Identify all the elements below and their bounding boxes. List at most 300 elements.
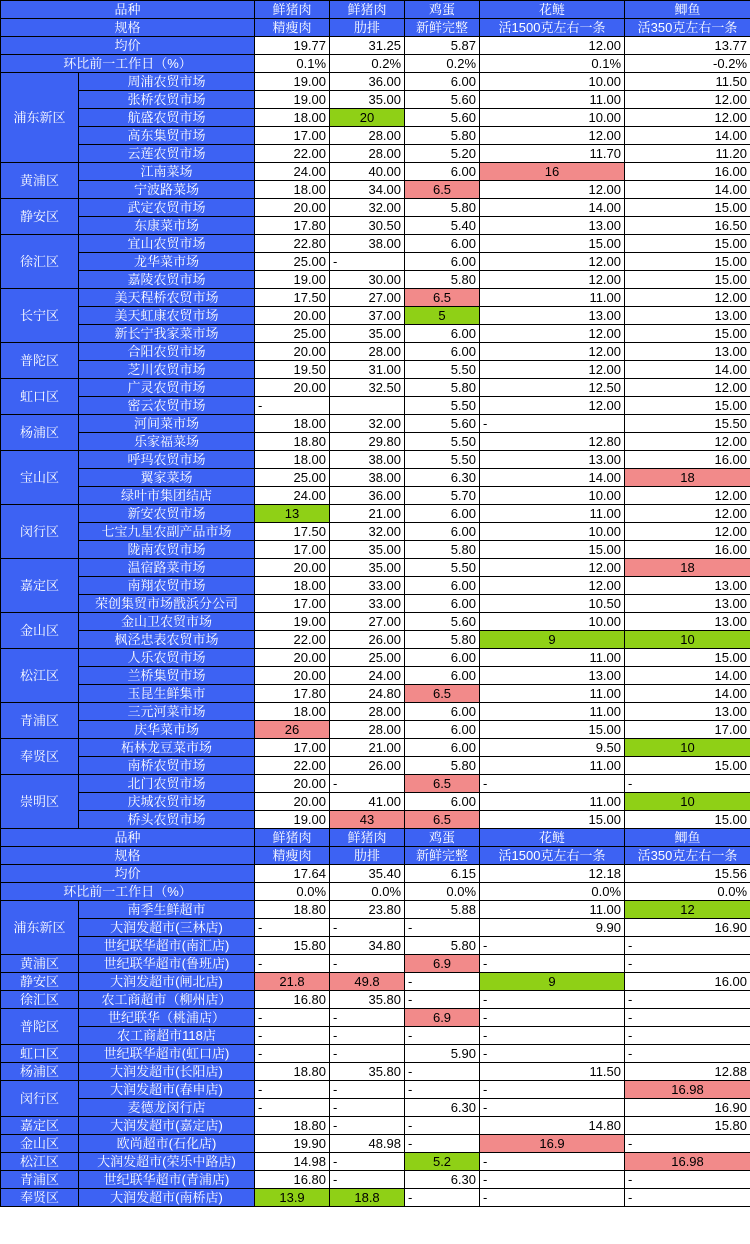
price-cell: 10.00 bbox=[480, 613, 625, 631]
summary-value: 0.0% bbox=[330, 883, 405, 901]
price-cell: 6.30 bbox=[405, 1171, 480, 1189]
price-cell: 20.00 bbox=[255, 379, 330, 397]
table-row bbox=[1, 721, 750, 739]
spec-header-label: 规格 bbox=[1, 847, 255, 865]
market-name: 荣创集贸市场戬浜分公司 bbox=[79, 595, 255, 613]
price-cell: 28.00 bbox=[330, 703, 405, 721]
highlighted-price-cell: 6.5 bbox=[405, 775, 480, 793]
spec-name: 活350克左右一条 bbox=[625, 847, 750, 865]
district-name: 闵行区 bbox=[1, 1081, 79, 1117]
price-cell: 17.80 bbox=[255, 217, 330, 235]
district-name: 黄浦区 bbox=[1, 955, 79, 973]
price-cell: 5.80 bbox=[405, 199, 480, 217]
price-cell: - bbox=[480, 1189, 625, 1207]
price-cell: 13.00 bbox=[480, 667, 625, 685]
table-row bbox=[1, 1153, 750, 1171]
market-name: 金山卫农贸市场 bbox=[79, 613, 255, 631]
price-cell: 13.00 bbox=[625, 613, 750, 631]
price-cell: 14.00 bbox=[625, 127, 750, 145]
price-cell: 12.00 bbox=[480, 181, 625, 199]
summary-value: 35.40 bbox=[330, 865, 405, 883]
market-name: 大润发超市(闸北店) bbox=[79, 973, 255, 991]
price-cell: 11.70 bbox=[480, 145, 625, 163]
market-name: 温宿路菜市场 bbox=[79, 559, 255, 577]
price-cell: 15.00 bbox=[625, 199, 750, 217]
average-price-row bbox=[1, 865, 750, 883]
price-cell bbox=[330, 397, 405, 415]
table-row bbox=[1, 793, 750, 811]
summary-value: -0.2% bbox=[625, 55, 750, 73]
market-name: 嘉陵农贸市场 bbox=[79, 271, 255, 289]
spec-name: 活350克左右一条 bbox=[625, 19, 750, 37]
market-name: 兰桥集贸市场 bbox=[79, 667, 255, 685]
market-name: 大润发超市(春申店) bbox=[79, 1081, 255, 1099]
price-cell: 25.00 bbox=[255, 253, 330, 271]
table-row bbox=[1, 901, 750, 919]
price-cell: - bbox=[405, 1189, 480, 1207]
highlighted-price-cell: 13.9 bbox=[255, 1189, 330, 1207]
price-cell: 17.80 bbox=[255, 685, 330, 703]
highlighted-price-cell: 6.9 bbox=[405, 1009, 480, 1027]
table-row bbox=[1, 415, 750, 433]
price-cell: 11.50 bbox=[625, 73, 750, 91]
district-name: 长宁区 bbox=[1, 289, 79, 343]
price-cell: 18.80 bbox=[255, 1117, 330, 1135]
table-row bbox=[1, 379, 750, 397]
table-row bbox=[1, 271, 750, 289]
price-cell: 12.00 bbox=[625, 433, 750, 451]
market-name: 南桥农贸市场 bbox=[79, 757, 255, 775]
price-cell: 38.00 bbox=[330, 235, 405, 253]
price-cell: 12.00 bbox=[625, 379, 750, 397]
price-cell: 11.00 bbox=[480, 685, 625, 703]
table-row bbox=[1, 1063, 750, 1081]
price-cell: 19.00 bbox=[255, 91, 330, 109]
price-cell: 30.50 bbox=[330, 217, 405, 235]
price-cell: 19.00 bbox=[255, 811, 330, 829]
market-name: 人乐农贸市场 bbox=[79, 649, 255, 667]
highlighted-price-cell: 21.8 bbox=[255, 973, 330, 991]
price-cell: 25.00 bbox=[255, 325, 330, 343]
price-cell: - bbox=[480, 1009, 625, 1027]
price-cell: 16.00 bbox=[625, 973, 750, 991]
price-cell: 23.80 bbox=[330, 901, 405, 919]
district-name: 静安区 bbox=[1, 973, 79, 991]
table-row bbox=[1, 127, 750, 145]
table-row bbox=[1, 91, 750, 109]
summary-value: 0.0% bbox=[405, 883, 480, 901]
price-cell: 5.70 bbox=[405, 487, 480, 505]
price-cell: - bbox=[405, 919, 480, 937]
price-cell: 6.00 bbox=[405, 703, 480, 721]
price-cell: 19.90 bbox=[255, 1135, 330, 1153]
highlighted-price-cell: 6.9 bbox=[405, 955, 480, 973]
price-cell: 5.80 bbox=[405, 631, 480, 649]
market-name: 南翔农贸市场 bbox=[79, 577, 255, 595]
table-row bbox=[1, 307, 750, 325]
price-cell: 15.80 bbox=[255, 937, 330, 955]
price-cell: 26.00 bbox=[330, 631, 405, 649]
market-name: 新安农贸市场 bbox=[79, 505, 255, 523]
highlighted-price-cell: 6.5 bbox=[405, 685, 480, 703]
market-name: 桥头农贸市场 bbox=[79, 811, 255, 829]
district-name: 杨浦区 bbox=[1, 1063, 79, 1081]
price-cell: - bbox=[405, 1135, 480, 1153]
price-cell: 41.00 bbox=[330, 793, 405, 811]
market-name: 枫泾忠表农贸市场 bbox=[79, 631, 255, 649]
highlighted-price-cell: 16.9 bbox=[480, 1135, 625, 1153]
summary-value: 0.0% bbox=[255, 883, 330, 901]
table-row bbox=[1, 1045, 750, 1063]
summary-value: 0.0% bbox=[480, 883, 625, 901]
price-cell: 12.00 bbox=[480, 361, 625, 379]
price-cell: 9.50 bbox=[480, 739, 625, 757]
price-cell: 35.00 bbox=[330, 559, 405, 577]
price-cell: 6.30 bbox=[405, 1099, 480, 1117]
price-cell: 9.90 bbox=[480, 919, 625, 937]
price-cell: 5.80 bbox=[405, 127, 480, 145]
price-table-body bbox=[1, 1, 750, 1207]
price-cell: 11.00 bbox=[480, 91, 625, 109]
table-row bbox=[1, 451, 750, 469]
table-row bbox=[1, 919, 750, 937]
table-row bbox=[1, 1099, 750, 1117]
summary-value: 17.64 bbox=[255, 865, 330, 883]
price-cell: 14.00 bbox=[625, 685, 750, 703]
market-name: 玉昆生鲜集市 bbox=[79, 685, 255, 703]
price-cell: - bbox=[330, 1009, 405, 1027]
market-name: 河间菜市场 bbox=[79, 415, 255, 433]
highlighted-price-cell: 10 bbox=[625, 793, 750, 811]
price-cell: - bbox=[405, 1117, 480, 1135]
price-cell: - bbox=[255, 1045, 330, 1063]
price-cell: 5.60 bbox=[405, 109, 480, 127]
summary-value: 19.77 bbox=[255, 37, 330, 55]
price-cell: 15.00 bbox=[625, 235, 750, 253]
price-cell: 14.00 bbox=[625, 361, 750, 379]
price-cell: - bbox=[405, 1081, 480, 1099]
price-cell: 33.00 bbox=[330, 577, 405, 595]
price-cell: 14.80 bbox=[480, 1117, 625, 1135]
price-cell: - bbox=[625, 1189, 750, 1207]
district-name: 静安区 bbox=[1, 199, 79, 235]
market-name: 大润发超市(长阳店) bbox=[79, 1063, 255, 1081]
price-cell: 6.00 bbox=[405, 505, 480, 523]
summary-value: 15.56 bbox=[625, 865, 750, 883]
price-cell: 12.00 bbox=[480, 127, 625, 145]
price-cell: 48.98 bbox=[330, 1135, 405, 1153]
summary-value: 0.1% bbox=[480, 55, 625, 73]
price-cell: 13.00 bbox=[480, 217, 625, 235]
price-cell: 38.00 bbox=[330, 451, 405, 469]
highlighted-price-cell: 6.5 bbox=[405, 811, 480, 829]
highlighted-price-cell: 13 bbox=[255, 505, 330, 523]
market-name: 武定农贸市场 bbox=[79, 199, 255, 217]
price-cell: 13.00 bbox=[480, 307, 625, 325]
price-cell: - bbox=[480, 775, 625, 793]
district-name: 奉贤区 bbox=[1, 739, 79, 775]
price-cell: 15.00 bbox=[625, 271, 750, 289]
market-name: 世纪联华超市(青浦店) bbox=[79, 1171, 255, 1189]
price-cell: 15.00 bbox=[625, 325, 750, 343]
market-name: 张桥农贸市场 bbox=[79, 91, 255, 109]
change-rate-row bbox=[1, 883, 750, 901]
price-cell: 31.00 bbox=[330, 361, 405, 379]
price-cell: 22.80 bbox=[255, 235, 330, 253]
price-cell: 10.00 bbox=[480, 109, 625, 127]
highlighted-price-cell: 5 bbox=[405, 307, 480, 325]
price-cell: 15.00 bbox=[625, 649, 750, 667]
price-cell: 13.00 bbox=[625, 307, 750, 325]
highlighted-price-cell: 16.98 bbox=[625, 1081, 750, 1099]
product-name: 鲜猪肉 bbox=[255, 1, 330, 19]
table-row bbox=[1, 973, 750, 991]
price-cell: 11.00 bbox=[480, 649, 625, 667]
table-row bbox=[1, 613, 750, 631]
price-cell: 5.80 bbox=[405, 379, 480, 397]
price-cell: 5.50 bbox=[405, 559, 480, 577]
header-row-product bbox=[1, 1, 750, 19]
market-name: 麦德龙闵行店 bbox=[79, 1099, 255, 1117]
price-cell: 17.50 bbox=[255, 523, 330, 541]
price-cell: 5.60 bbox=[405, 613, 480, 631]
price-cell: - bbox=[405, 973, 480, 991]
table-row bbox=[1, 1189, 750, 1207]
price-cell: 6.00 bbox=[405, 667, 480, 685]
price-cell: 5.50 bbox=[405, 451, 480, 469]
price-cell: 16.00 bbox=[625, 541, 750, 559]
market-name: 密云农贸市场 bbox=[79, 397, 255, 415]
price-cell: 6.00 bbox=[405, 595, 480, 613]
price-cell: - bbox=[330, 1099, 405, 1117]
price-cell: 5.50 bbox=[405, 361, 480, 379]
table-row bbox=[1, 991, 750, 1009]
market-name: 合阳农贸市场 bbox=[79, 343, 255, 361]
price-cell: 28.00 bbox=[330, 145, 405, 163]
table-row bbox=[1, 811, 750, 829]
price-cell: 13.00 bbox=[625, 343, 750, 361]
market-name: 大润发超市(南桥店) bbox=[79, 1189, 255, 1207]
price-cell: 35.80 bbox=[330, 991, 405, 1009]
product-name: 鲫鱼 bbox=[625, 1, 750, 19]
market-name: 柘林龙豆菜市场 bbox=[79, 739, 255, 757]
price-cell: 35.00 bbox=[330, 325, 405, 343]
product-name: 鸡蛋 bbox=[405, 829, 480, 847]
header-row-product bbox=[1, 829, 750, 847]
table-row bbox=[1, 649, 750, 667]
table-row bbox=[1, 739, 750, 757]
price-cell: 5.60 bbox=[405, 415, 480, 433]
table-row bbox=[1, 775, 750, 793]
table-row bbox=[1, 505, 750, 523]
price-cell: 17.00 bbox=[255, 127, 330, 145]
price-cell: 16.90 bbox=[625, 1099, 750, 1117]
price-cell: 29.80 bbox=[330, 433, 405, 451]
price-cell: 5.80 bbox=[405, 937, 480, 955]
price-cell: 35.00 bbox=[330, 91, 405, 109]
price-cell: 20.00 bbox=[255, 649, 330, 667]
district-name: 崇明区 bbox=[1, 775, 79, 829]
table-row bbox=[1, 1081, 750, 1099]
highlighted-price-cell: 26 bbox=[255, 721, 330, 739]
spec-name: 精瘦肉 bbox=[255, 19, 330, 37]
market-name: 世纪联华超市(鲁班店) bbox=[79, 955, 255, 973]
table-row bbox=[1, 1135, 750, 1153]
price-cell: 19.00 bbox=[255, 271, 330, 289]
market-name: 美天程桥农贸市场 bbox=[79, 289, 255, 307]
spec-name: 新鲜完整 bbox=[405, 847, 480, 865]
district-name: 金山区 bbox=[1, 613, 79, 649]
price-cell: 28.00 bbox=[330, 127, 405, 145]
price-cell: - bbox=[330, 253, 405, 271]
price-cell: 32.00 bbox=[330, 199, 405, 217]
district-name: 金山区 bbox=[1, 1135, 79, 1153]
price-cell: 5.50 bbox=[405, 433, 480, 451]
market-name: 周浦农贸市场 bbox=[79, 73, 255, 91]
price-cell: - bbox=[330, 775, 405, 793]
price-cell: 21.00 bbox=[330, 505, 405, 523]
price-cell: - bbox=[330, 1117, 405, 1135]
price-cell: 35.80 bbox=[330, 1063, 405, 1081]
district-name: 虹口区 bbox=[1, 1045, 79, 1063]
product-name: 花鲢 bbox=[480, 1, 625, 19]
price-cell: 20.00 bbox=[255, 667, 330, 685]
price-cell: - bbox=[255, 1009, 330, 1027]
price-cell: - bbox=[480, 937, 625, 955]
price-cell: 18.80 bbox=[255, 433, 330, 451]
price-cell: 13.00 bbox=[625, 577, 750, 595]
highlighted-price-cell: 12 bbox=[625, 901, 750, 919]
price-cell: 32.00 bbox=[330, 415, 405, 433]
district-name: 普陀区 bbox=[1, 1009, 79, 1045]
price-cell: 19.00 bbox=[255, 73, 330, 91]
price-cell: 11.20 bbox=[625, 145, 750, 163]
price-cell: 5.60 bbox=[405, 91, 480, 109]
spec-name: 精瘦肉 bbox=[255, 847, 330, 865]
price-cell: 6.00 bbox=[405, 325, 480, 343]
table-row bbox=[1, 631, 750, 649]
price-cell: 18.00 bbox=[255, 415, 330, 433]
highlighted-price-cell: 49.8 bbox=[330, 973, 405, 991]
table-row bbox=[1, 469, 750, 487]
table-row bbox=[1, 181, 750, 199]
price-cell: 11.00 bbox=[480, 703, 625, 721]
highlighted-price-cell: 43 bbox=[330, 811, 405, 829]
price-cell: - bbox=[330, 919, 405, 937]
price-cell: 20.00 bbox=[255, 307, 330, 325]
price-cell: 22.00 bbox=[255, 145, 330, 163]
price-cell: - bbox=[480, 955, 625, 973]
table-row bbox=[1, 595, 750, 613]
price-cell: 11.00 bbox=[480, 901, 625, 919]
price-cell: 11.00 bbox=[480, 505, 625, 523]
price-cell: 5.80 bbox=[405, 757, 480, 775]
price-cell: 18.00 bbox=[255, 703, 330, 721]
price-cell: 27.00 bbox=[330, 613, 405, 631]
price-cell: 15.00 bbox=[480, 811, 625, 829]
price-cell: - bbox=[625, 1135, 750, 1153]
price-cell: 11.50 bbox=[480, 1063, 625, 1081]
table-row bbox=[1, 253, 750, 271]
price-cell: - bbox=[625, 991, 750, 1009]
table-row bbox=[1, 397, 750, 415]
market-name: 新长宁我家菜市场 bbox=[79, 325, 255, 343]
market-name: 南季生鲜超市 bbox=[79, 901, 255, 919]
district-name: 徐汇区 bbox=[1, 991, 79, 1009]
market-name: 美天虹康农贸市场 bbox=[79, 307, 255, 325]
price-cell: 12.00 bbox=[480, 271, 625, 289]
highlighted-price-cell: 16 bbox=[480, 163, 625, 181]
table-row bbox=[1, 685, 750, 703]
price-cell: - bbox=[330, 1153, 405, 1171]
market-name: 乐家福菜场 bbox=[79, 433, 255, 451]
price-cell: 15.00 bbox=[480, 541, 625, 559]
price-cell: 5.40 bbox=[405, 217, 480, 235]
market-name: 芝川农贸市场 bbox=[79, 361, 255, 379]
highlighted-price-cell: 16.98 bbox=[625, 1153, 750, 1171]
market-name: 世纪联华（桃浦店） bbox=[79, 1009, 255, 1027]
district-name: 松江区 bbox=[1, 649, 79, 703]
price-cell: 18.00 bbox=[255, 577, 330, 595]
price-cell: 6.00 bbox=[405, 739, 480, 757]
market-name: 翼家菜场 bbox=[79, 469, 255, 487]
price-cell: 6.00 bbox=[405, 721, 480, 739]
price-cell: 19.00 bbox=[255, 613, 330, 631]
highlighted-price-cell: 18 bbox=[625, 559, 750, 577]
price-cell: 28.00 bbox=[330, 343, 405, 361]
price-cell: 16.00 bbox=[625, 163, 750, 181]
price-cell: - bbox=[255, 919, 330, 937]
price-cell: 17.50 bbox=[255, 289, 330, 307]
highlighted-price-cell: 9 bbox=[480, 973, 625, 991]
price-cell: 15.00 bbox=[625, 757, 750, 775]
market-name: 大润发超市(三林店) bbox=[79, 919, 255, 937]
price-cell: 5.88 bbox=[405, 901, 480, 919]
price-cell: 12.00 bbox=[625, 91, 750, 109]
district-name: 普陀区 bbox=[1, 343, 79, 379]
district-name: 嘉定区 bbox=[1, 559, 79, 613]
price-cell: 12.00 bbox=[480, 325, 625, 343]
table-row bbox=[1, 1117, 750, 1135]
price-cell: 15.00 bbox=[480, 721, 625, 739]
price-cell: 6.00 bbox=[405, 577, 480, 595]
price-cell: 27.00 bbox=[330, 289, 405, 307]
table-row bbox=[1, 1171, 750, 1189]
price-cell: - bbox=[480, 991, 625, 1009]
price-cell: 17.00 bbox=[625, 721, 750, 739]
product-name: 鲜猪肉 bbox=[330, 829, 405, 847]
price-cell: 34.00 bbox=[330, 181, 405, 199]
summary-value: 12.00 bbox=[480, 37, 625, 55]
price-cell: - bbox=[330, 1027, 405, 1045]
highlighted-price-cell: 6.5 bbox=[405, 289, 480, 307]
price-cell: - bbox=[330, 1045, 405, 1063]
highlighted-price-cell: 5.2 bbox=[405, 1153, 480, 1171]
price-cell: 24.00 bbox=[255, 163, 330, 181]
price-cell: 15.00 bbox=[625, 811, 750, 829]
price-cell: 15.50 bbox=[625, 415, 750, 433]
district-name: 嘉定区 bbox=[1, 1117, 79, 1135]
price-cell: 11.00 bbox=[480, 757, 625, 775]
table-row bbox=[1, 703, 750, 721]
price-cell: 15.00 bbox=[625, 397, 750, 415]
price-cell: 5.80 bbox=[405, 271, 480, 289]
table-row bbox=[1, 667, 750, 685]
price-cell: 17.00 bbox=[255, 739, 330, 757]
table-row bbox=[1, 955, 750, 973]
price-cell: 37.00 bbox=[330, 307, 405, 325]
market-name: 大润发超市(嘉定店) bbox=[79, 1117, 255, 1135]
